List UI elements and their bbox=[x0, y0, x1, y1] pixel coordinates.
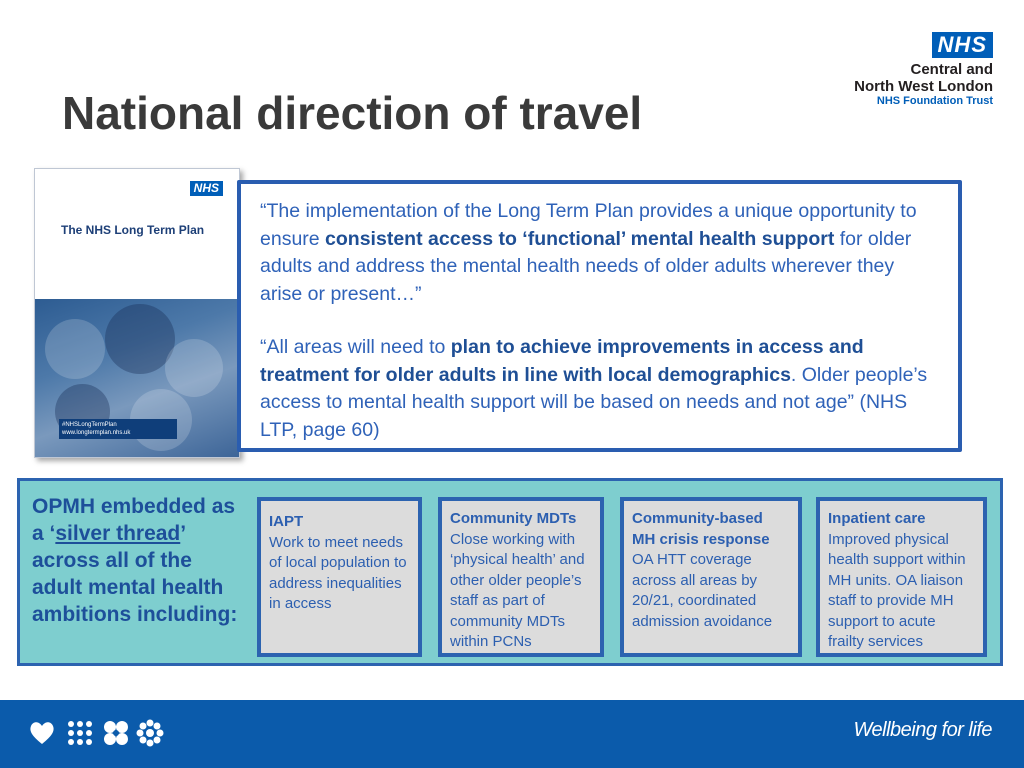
daisy-icon bbox=[136, 719, 164, 747]
dots-grid-icon bbox=[66, 719, 94, 747]
long-term-plan-cover bbox=[34, 168, 240, 458]
quote-ltp-functional: “The implementation of the Long Term Plan provides a unique opportunity to ensure consistent access to ‘functional’ mental health support for older adults and address the mental health needs of older adults wherever they arise or present…” bbox=[260, 200, 917, 305]
card-iapt bbox=[257, 497, 422, 657]
quote-box bbox=[237, 180, 962, 452]
card-community-mdts bbox=[438, 497, 604, 657]
heart-icon bbox=[28, 719, 56, 747]
quote-ltp-access: “All areas will need to plan to achieve improvements in access and treatment for older adults in line with local demographics. Older people’s access to mental health support will be based on needs and not age” (NHS LTP, page 60) bbox=[260, 336, 928, 441]
nhs-trust-logo bbox=[854, 32, 993, 108]
opmh-panel bbox=[17, 478, 1003, 666]
book-hashtag: #NHSLongTermPlan bbox=[62, 422, 117, 428]
card-body: Work to meet needs of local population to address inequalities in access bbox=[269, 533, 407, 612]
card-body: OA HTT coverage across all areas by 20/21, coordinated admission avoidance bbox=[632, 551, 773, 630]
nhs-badge: NHS bbox=[932, 32, 993, 58]
card-crisis-response bbox=[620, 497, 802, 657]
logo-line-1: Central and bbox=[910, 61, 993, 78]
logo-line-3: NHS Foundation Trust bbox=[876, 95, 993, 107]
logo-line-2: North West London bbox=[854, 78, 993, 95]
book-url: www.longtermplan.nhs.uk bbox=[62, 430, 131, 436]
book-tag bbox=[59, 419, 177, 439]
card-title: IAPT bbox=[269, 513, 304, 530]
footer-tagline: Wellbeing for life bbox=[853, 719, 992, 741]
page-title: National direction of travel bbox=[62, 87, 643, 139]
book-title: The NHS Long Term Plan bbox=[61, 223, 205, 237]
card-title: Inpatient care bbox=[828, 510, 926, 527]
book-nhs-badge: NHS bbox=[190, 181, 223, 196]
card-inpatient-care bbox=[816, 497, 987, 657]
panel-heading: OPMH embedded as a ‘silver thread’ across all of the adult mental health ambitions including: bbox=[32, 495, 238, 626]
card-title: Community MDTs bbox=[450, 510, 577, 527]
card-body: Close working with ‘physical health’ and other older people’s staff as part of community MDTs within PCNs bbox=[450, 530, 585, 650]
flower-icon bbox=[102, 719, 130, 747]
silver-thread-text: silver thread bbox=[55, 522, 181, 545]
card-title: Community-based MH crisis response bbox=[632, 510, 770, 548]
footer-bar bbox=[0, 700, 1024, 768]
card-body: Improved physical health support within MH units. OA liaison staff to provide MH support to acute frailty services bbox=[828, 530, 966, 650]
